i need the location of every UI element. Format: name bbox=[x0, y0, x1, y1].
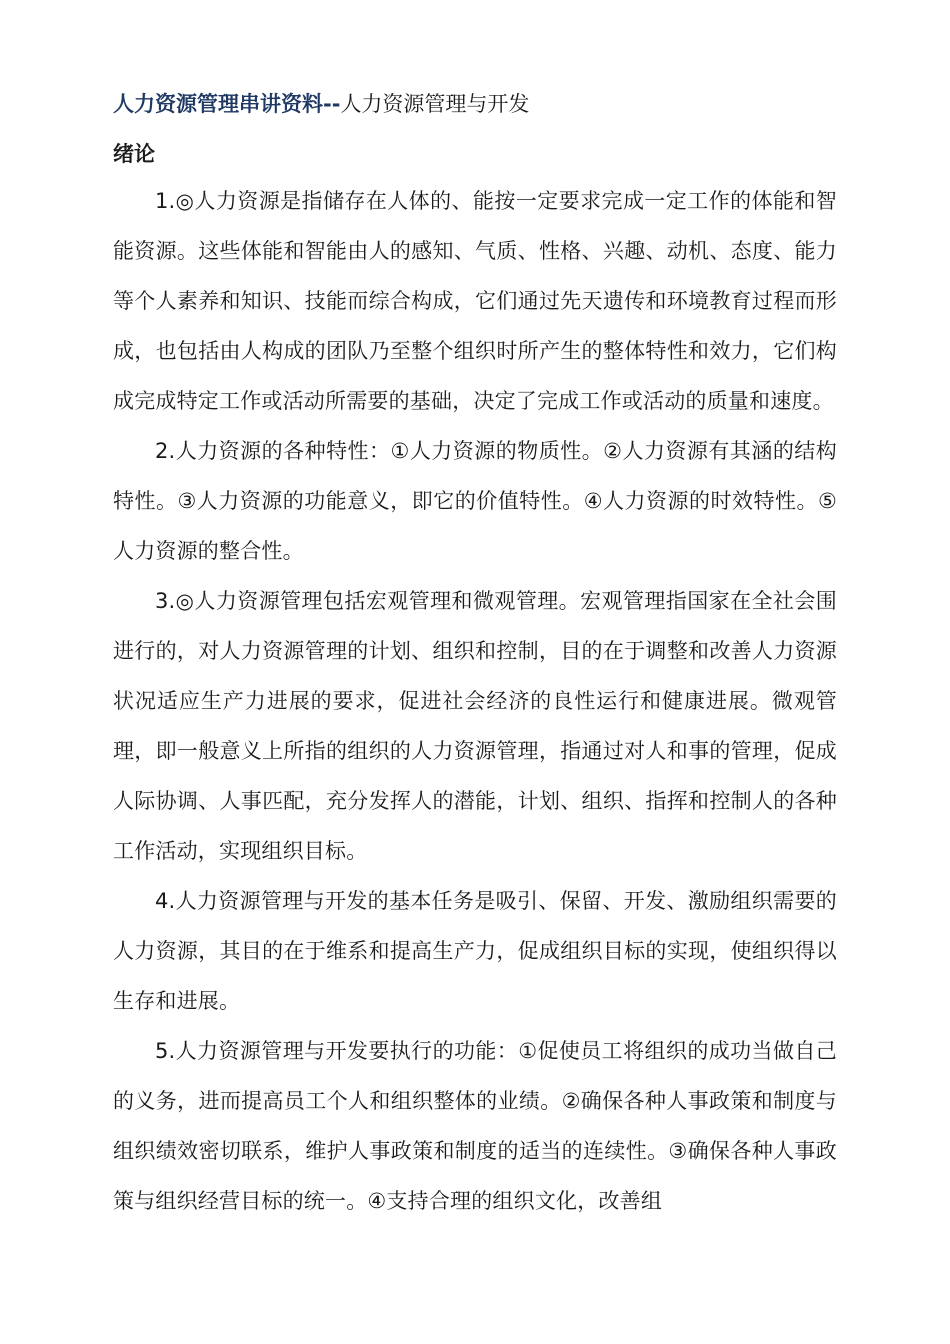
paragraph-5: 5.人力资源管理与开发要执行的功能：①促使员工将组织的成功当做自己的义务，进而提高员工个人和组织整体的业绩。②确保各种人事政策和制度与组织绩效密切联系，维护人事政策和制度的适当的连续性。③确保各种人事政策与组织经营目标的统一。④支持合理的组织文化，改善组 bbox=[113, 1039, 837, 1213]
document-title-rest: 人力资源管理与开发 bbox=[340, 92, 530, 116]
section-heading: 绪论 bbox=[113, 142, 155, 166]
document-title-bold: 人力资源管理串讲资料-- bbox=[113, 92, 341, 116]
document-page bbox=[113, 84, 837, 1226]
paragraph-2: 2.人力资源的各种特性：①人力资源的物质性。②人力资源有其涵的结构特性。③人力资源的功能意义，即它的价值特性。④人力资源的时效特性。⑤人力资源的整合性。 bbox=[113, 439, 837, 563]
paragraph-3: 3.◎人力资源管理包括宏观管理和微观管理。宏观管理指国家在全社会围进行的，对人力资源管理的计划、组织和控制，目的在于调整和改善人力资源状况适应生产力进展的要求，促进社会经济的良性运行和健康进展。微观管理，即一般意义上所指的组织的人力资源管理，指通过对人和事的管理，促成人际协调、人事匹配，充分发挥人的潜能，计划、组织、指挥和控制人的各种工作活动，实现组织目标。 bbox=[113, 589, 837, 863]
document-title bbox=[113, 84, 837, 124]
paragraph-1: 1.◎人力资源是指储存在人体的、能按一定要求完成一定工作的体能和智能资源。这些体能和智能由人的感知、气质、性格、兴趣、动机、态度、能力等个人素养和知识、技能而综合构成，它们通过先天遗传和环境教育过程而形成，也包括由人构成的团队乃至整个组织时所产生的整体特性和效力，它们构成完成特定工作或活动所需要的基础，决定了完成工作或活动的质量和速度。 bbox=[113, 189, 837, 413]
paragraph-4: 4.人力资源管理与开发的基本任务是吸引、保留、开发、激励组织需要的人力资源，其目的在于维系和提高生产力，促成组织目标的实现，使组织得以生存和进展。 bbox=[113, 889, 837, 1013]
